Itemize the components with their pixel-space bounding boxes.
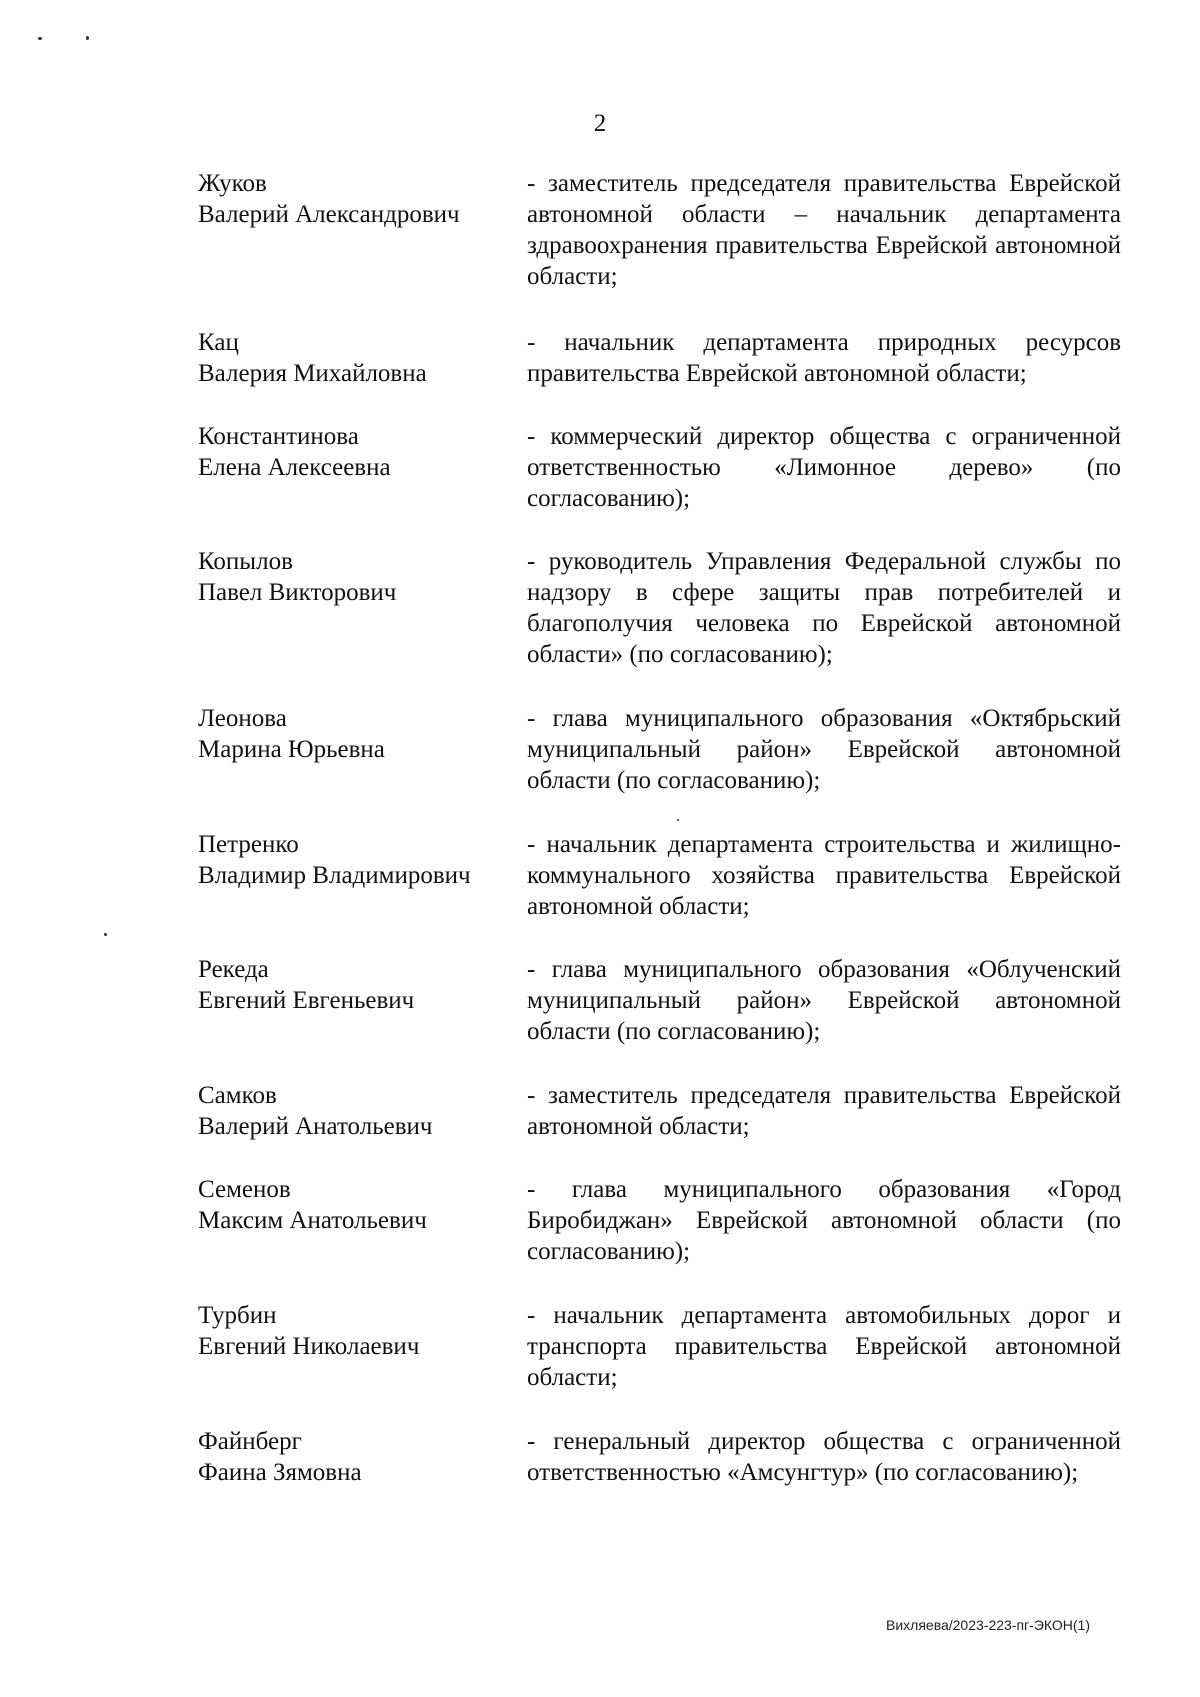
person-name [198, 327, 518, 389]
position-description: - начальник департамента природных ресурсов правительства Еврейской автономной области; [527, 329, 1121, 387]
scan-speck [677, 819, 679, 821]
position-description: - глава муниципального образования «Октябрьский муниципальный район» Еврейской автономной области (по согласованию); [527, 705, 1121, 794]
person-name [198, 168, 518, 230]
position-description: - начальник департамента строительства и жилищно-коммунального хозяйства правительства Еврейской автономной области; [527, 831, 1121, 920]
given-names: Валерий Анатольевич [198, 1113, 433, 1140]
position-description: - начальник департамента автомобильных дорог и транспорта правительства Еврейской автономной области; [527, 1302, 1121, 1391]
person-name [198, 421, 518, 483]
person-name [198, 829, 518, 891]
document-footer-code: Вихляева/2023-223-пг-ЭКОН(1) [886, 1617, 1090, 1633]
given-names: Валерий Александрович [198, 201, 460, 228]
scan-speck [86, 36, 89, 40]
surname: Турбин [198, 1302, 277, 1329]
surname: Копылов [198, 548, 293, 575]
given-names: Павел Викторович [198, 579, 397, 606]
surname: Рекеда [198, 956, 269, 983]
person-name [198, 1174, 518, 1236]
surname: Леонова [198, 705, 287, 732]
position-description: - заместитель председателя правительства Еврейской автономной области; [527, 1082, 1121, 1140]
surname: Самков [198, 1082, 277, 1109]
position-description: - заместитель председателя правительства Еврейской автономной области – начальник департамента здравоохранения правительства Еврейской автономной области; [527, 170, 1121, 290]
position-description: - глава муниципального образования «Облученский муниципальный район» Еврейской автономной области (по согласованию); [527, 956, 1121, 1045]
position-description: - руководитель Управления Федеральной службы по надзору в сфере защиты прав потребителей и благополучия человека по Еврейской автономной области» (по согласованию); [527, 548, 1121, 668]
given-names: Евгений Николаевич [198, 1333, 420, 1360]
given-names: Елена Алексеевна [198, 454, 391, 481]
page-number: 2 [593, 110, 607, 137]
surname: Файнберг [198, 1428, 302, 1455]
position-description: - глава муниципального образования «Город Биробиджан» Еврейской автономной области (по согласованию); [527, 1176, 1121, 1265]
given-names: Валерия Михайловна [198, 360, 427, 387]
person-name [198, 1426, 518, 1488]
person-name [198, 703, 518, 765]
person-name [198, 546, 518, 608]
surname: Жуков [198, 170, 267, 197]
given-names: Фаина Зямовна [198, 1459, 362, 1486]
scan-speck [104, 933, 107, 936]
position-description: - генеральный директор общества с ограниченной ответственностью «Амсунгтур» (по согласованию); [527, 1428, 1121, 1486]
surname: Кац [198, 329, 239, 356]
given-names: Максим Анатольевич [198, 1207, 427, 1234]
scan-speck [38, 37, 42, 40]
position-description: - коммерческий директор общества с ограниченной ответственностью «Лимонное дерево» (по согласованию); [527, 423, 1121, 512]
surname: Константинова [198, 423, 359, 450]
person-name [198, 1080, 518, 1142]
surname: Петренко [198, 831, 299, 858]
given-names: Владимир Владимирович [198, 862, 471, 889]
person-name [198, 954, 518, 1016]
person-name [198, 1300, 518, 1362]
given-names: Марина Юрьевна [198, 736, 385, 763]
given-names: Евгений Евгеньевич [198, 987, 415, 1014]
surname: Семенов [198, 1176, 291, 1203]
